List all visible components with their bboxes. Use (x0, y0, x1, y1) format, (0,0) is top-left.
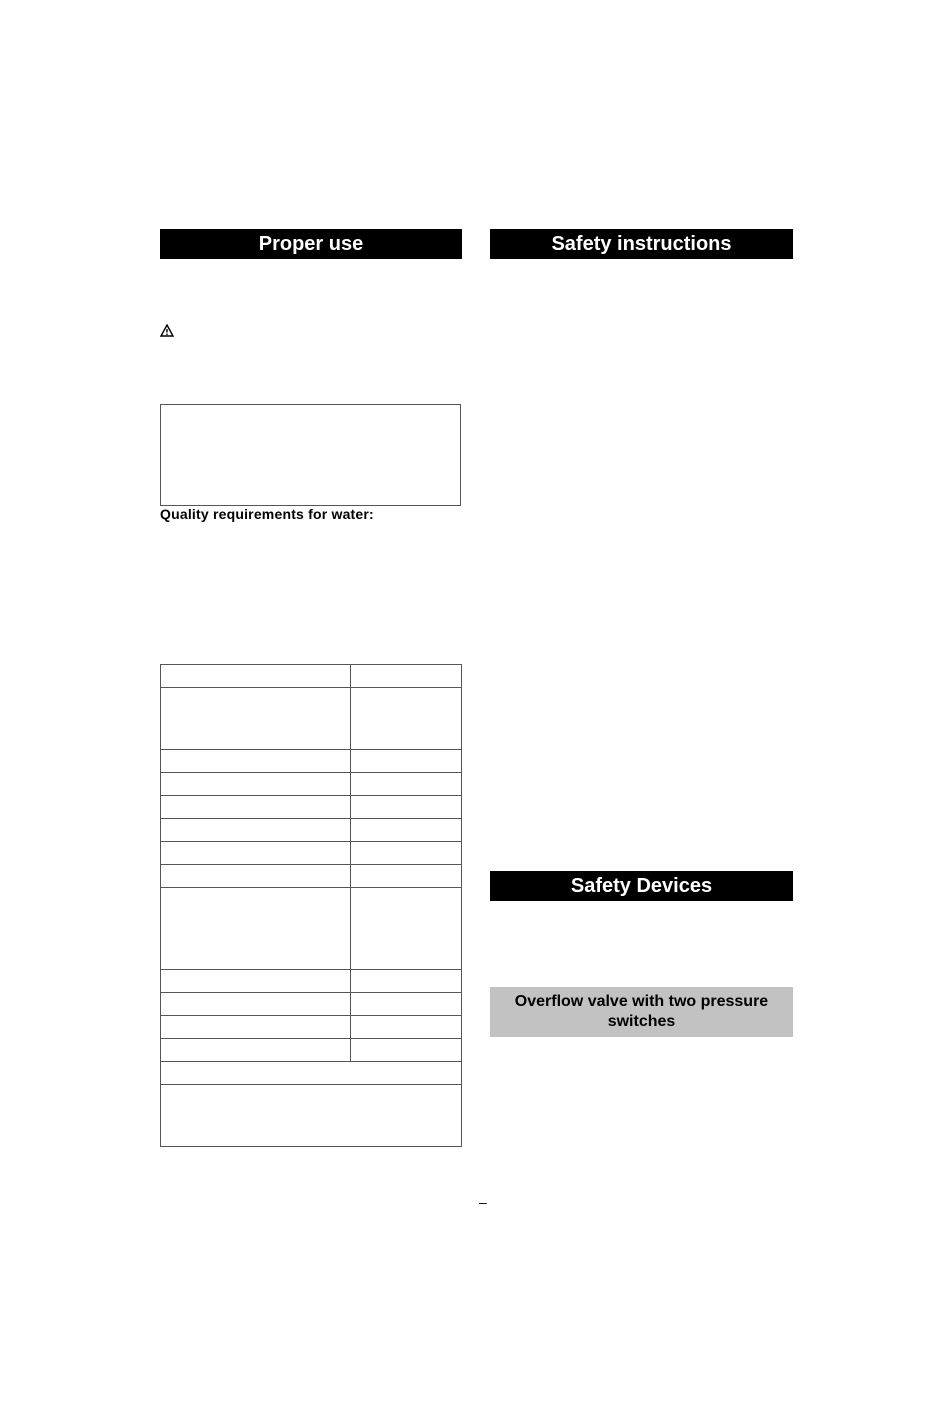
table-row (161, 773, 462, 796)
overflow-valve-subheader (490, 987, 793, 1037)
table-row (161, 1062, 462, 1085)
table-row (161, 688, 462, 750)
safety-instructions-header: Safety instructions (490, 229, 793, 259)
page-marker: – (479, 1194, 487, 1210)
table-row (161, 1039, 462, 1062)
table-row (161, 888, 462, 970)
table-row (161, 750, 462, 773)
warning-triangle-icon (160, 324, 174, 337)
table-row (161, 1016, 462, 1039)
note-box (160, 404, 461, 506)
proper-use-header: Proper use (160, 229, 462, 259)
table-row (161, 842, 462, 865)
table-row (161, 1085, 462, 1147)
table-row (161, 796, 462, 819)
table-row (161, 993, 462, 1016)
table-row (161, 665, 462, 688)
table-row (161, 819, 462, 842)
safety-devices-header: Safety Devices (490, 871, 793, 901)
quality-requirements-heading: Quality requirements for water: (160, 506, 374, 522)
overflow-valve-title: Overflow valve with two pressure switches (514, 993, 769, 1030)
table-row (161, 865, 462, 888)
table-row (161, 970, 462, 993)
water-quality-table (160, 664, 462, 1147)
